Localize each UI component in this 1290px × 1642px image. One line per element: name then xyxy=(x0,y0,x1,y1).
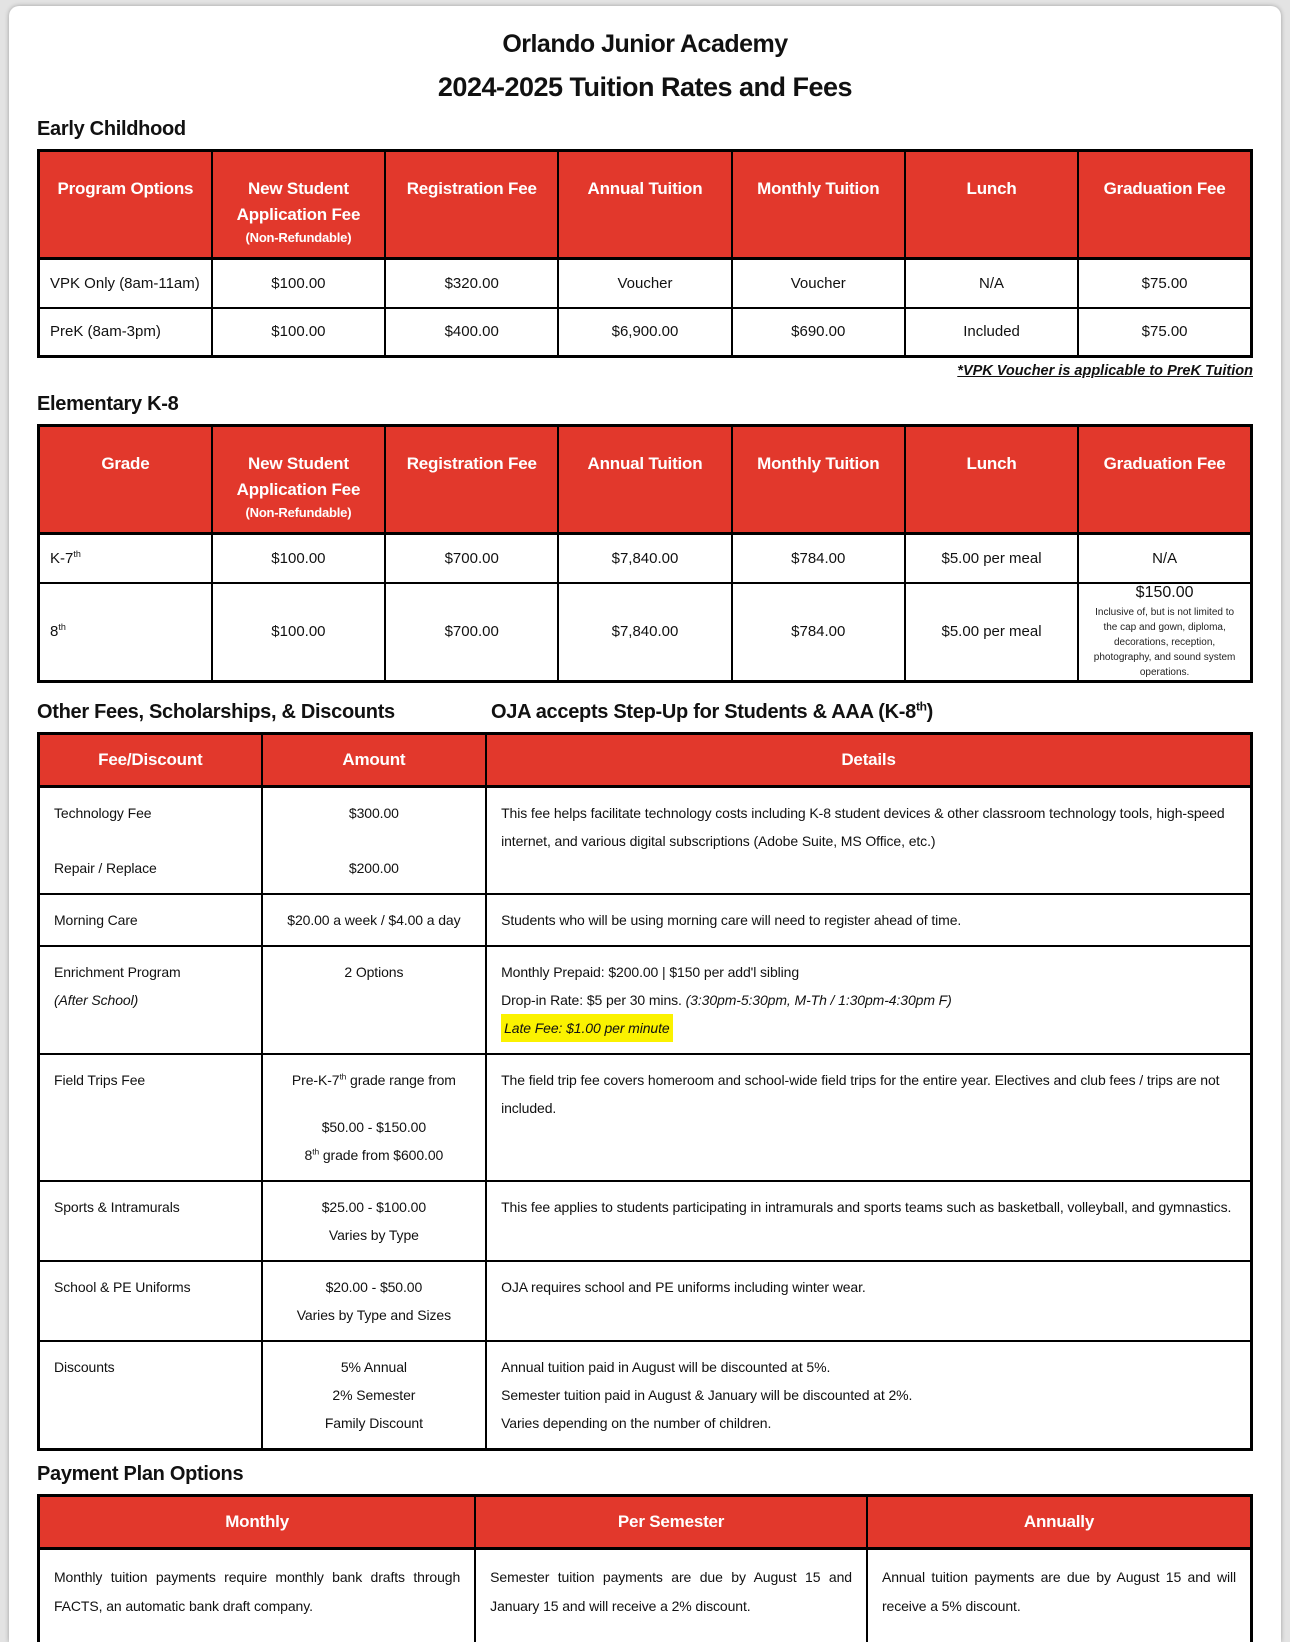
amount-cell: Pre-K-7th grade range from $50.00 - $150.00 8th grade from $600.00 xyxy=(262,1054,486,1181)
table-row-payment-details xyxy=(39,1548,1252,1642)
column-header-annually: Annually xyxy=(867,1495,1252,1548)
other-fees-table xyxy=(37,732,1253,1451)
table-cell: $784.00 xyxy=(732,534,905,583)
column-header-registration-fee: Registration Fee xyxy=(385,151,558,259)
table-cell-grade: K-7th xyxy=(39,534,212,583)
section-heading-elementary: Elementary K-8 xyxy=(37,393,179,415)
table-cell: $5.00 per meal xyxy=(905,583,1078,682)
table-cell: Voucher xyxy=(558,259,731,308)
table-cell: VPK Only (8am-11am) xyxy=(39,259,212,308)
payment-plan-table xyxy=(37,1494,1253,1642)
fee-cell: Technology Fee Repair / Replace xyxy=(39,786,262,894)
payment-cell-semester: Semester tuition payments are due by August 15 and January 15 and will receive a 2% discount. xyxy=(475,1548,867,1642)
table-cell: $7,840.00 xyxy=(558,583,731,682)
table-row-enrichment xyxy=(39,946,1252,1054)
elementary-table xyxy=(37,424,1253,683)
table-cell: $690.00 xyxy=(732,308,905,357)
details-cell: This fee applies to students participating in intramurals and sports teams such as basketball, volleyball, and gymnastics. xyxy=(486,1181,1251,1261)
table-row-discounts xyxy=(39,1341,1252,1450)
fee-cell: Morning Care xyxy=(39,894,262,946)
column-header-annual-tuition: Annual Tuition xyxy=(558,426,731,534)
fee-cell: Field Trips Fee xyxy=(39,1054,262,1181)
table-cell: $100.00 xyxy=(212,583,385,682)
column-header-annual-tuition: Annual Tuition xyxy=(558,151,731,259)
fee-cell: Discounts xyxy=(39,1341,262,1450)
column-header-program-options: Program Options xyxy=(39,151,212,259)
table-row-vpk xyxy=(39,259,1252,308)
details-cell: This fee helps facilitate technology costs including K-8 student devices & other classroom technology tools, high-speed internet, and various digital subscriptions (Adobe Suite, MS Office, etc.) xyxy=(486,786,1251,894)
graduation-fee-note: Inclusive of, but is not limited to the cap and gown, diploma, decorations, reception, photography, and sound system operations. xyxy=(1093,606,1236,678)
vpk-voucher-footnote: *VPK Voucher is applicable to PreK Tuition xyxy=(957,363,1253,379)
table-row-technology xyxy=(39,786,1252,894)
column-header-per-semester: Per Semester xyxy=(475,1495,867,1548)
amount-cell: $20.00 a week / $4.00 a day xyxy=(262,894,486,946)
table-row-8th xyxy=(39,583,1252,682)
column-header-application-fee: New Student Application Fee (Non-Refundable) xyxy=(212,426,385,534)
amount-cell: $20.00 - $50.00 Varies by Type and Sizes xyxy=(262,1261,486,1341)
early-childhood-table xyxy=(37,149,1253,358)
section-heading-other-fees: Other Fees, Scholarships, & Discounts xyxy=(37,700,395,723)
column-header-grade: Grade xyxy=(39,426,212,534)
amount-cell: 5% Annual 2% Semester Family Discount xyxy=(262,1341,486,1450)
column-header-amount: Amount xyxy=(262,733,486,786)
table-row-uniforms xyxy=(39,1261,1252,1341)
table-cell: $700.00 xyxy=(385,583,558,682)
table-cell: N/A xyxy=(905,259,1078,308)
table-cell: $75.00 xyxy=(1078,308,1251,357)
table-cell-grade: 8th xyxy=(39,583,212,682)
table-cell: Voucher xyxy=(732,259,905,308)
table-cell: Included xyxy=(905,308,1078,357)
fee-cell: School & PE Uniforms xyxy=(39,1261,262,1341)
table-cell: PreK (8am-3pm) xyxy=(39,308,212,357)
table-row-prek xyxy=(39,308,1252,357)
document-subtitle: 2024-2025 Tuition Rates and Fees xyxy=(437,72,853,102)
table-cell: $400.00 xyxy=(385,308,558,357)
table-cell: $100.00 xyxy=(212,308,385,357)
section-heading-payment-plans: Payment Plan Options xyxy=(37,1462,244,1485)
amount-cell: $25.00 - $100.00 Varies by Type xyxy=(262,1181,486,1261)
details-cell: Annual tuition paid in August will be discounted at 5%. Semester tuition paid in August & January will be discounted at 2%. Varies depending on the number of children. xyxy=(486,1341,1251,1450)
table-cell: $100.00 xyxy=(212,534,385,583)
payment-cell-annually: Annual tuition payments are due by August 15 and will receive a 5% discount. xyxy=(867,1548,1252,1642)
document-title: Orlando Junior Academy xyxy=(502,30,788,58)
amount-cell: $300.00 $200.00 xyxy=(262,786,486,894)
fee-cell: Enrichment Program (After School) xyxy=(39,946,262,1054)
column-header-monthly-tuition: Monthly Tuition xyxy=(732,426,905,534)
table-cell: $6,900.00 xyxy=(558,308,731,357)
column-header-monthly-tuition: Monthly Tuition xyxy=(732,151,905,259)
details-cell: Students who will be using morning care will need to register ahead of time. xyxy=(486,894,1251,946)
details-cell: Monthly Prepaid: $200.00 | $150 per add'l sibling Drop-in Rate: $5 per 30 mins. (3:30pm-5:30pm, M-Th / 1:30pm-4:30pm F) Late Fee: $1.00 per minute xyxy=(486,946,1251,1054)
header-row xyxy=(39,1495,1252,1548)
header-row xyxy=(39,733,1252,786)
column-header-registration-fee: Registration Fee xyxy=(385,426,558,534)
table-cell: $100.00 xyxy=(212,259,385,308)
table-row-field-trips xyxy=(39,1054,1252,1181)
table-cell: N/A xyxy=(1078,534,1251,583)
table-cell-graduation xyxy=(1078,583,1251,682)
header-row xyxy=(39,426,1252,534)
table-cell: $7,840.00 xyxy=(558,534,731,583)
table-cell: $320.00 xyxy=(385,259,558,308)
column-header-graduation-fee: Graduation Fee xyxy=(1078,151,1251,259)
fees-section-headings xyxy=(37,698,1253,724)
fee-cell: Sports & Intramurals xyxy=(39,1181,262,1261)
column-header-application-fee: New Student Application Fee (Non-Refundable) xyxy=(212,151,385,259)
table-row-morning-care xyxy=(39,894,1252,946)
amount-cell: 2 Options xyxy=(262,946,486,1054)
graduation-fee-value: $150.00 xyxy=(1135,583,1194,601)
section-heading-step-up: OJA accepts Step-Up for Students & AAA (K-8th) xyxy=(491,698,934,723)
document-page xyxy=(9,6,1281,1642)
column-header-lunch: Lunch xyxy=(905,151,1078,259)
column-header-fee-discount: Fee/Discount xyxy=(39,733,262,786)
column-header-details: Details xyxy=(486,733,1251,786)
table-cell: $784.00 xyxy=(732,583,905,682)
payment-cell-monthly: Monthly tuition payments require monthly bank drafts through FACTS, an automatic bank draft company. xyxy=(39,1548,476,1642)
table-cell: $75.00 xyxy=(1078,259,1251,308)
table-cell: $700.00 xyxy=(385,534,558,583)
table-row-k7 xyxy=(39,534,1252,583)
table-cell: $5.00 per meal xyxy=(905,534,1078,583)
table-row-sports xyxy=(39,1181,1252,1261)
late-fee-highlight: Late Fee: $1.00 per minute xyxy=(501,1014,673,1042)
details-cell: The field trip fee covers homeroom and school-wide field trips for the entire year. Electives and club fees / trips are not included. xyxy=(486,1054,1251,1181)
header-row xyxy=(39,151,1252,259)
column-header-lunch: Lunch xyxy=(905,426,1078,534)
section-heading-early-childhood: Early Childhood xyxy=(37,118,186,140)
column-header-graduation-fee: Graduation Fee xyxy=(1078,426,1251,534)
column-header-monthly: Monthly xyxy=(39,1495,476,1548)
details-cell: OJA requires school and PE uniforms including winter wear. xyxy=(486,1261,1251,1341)
